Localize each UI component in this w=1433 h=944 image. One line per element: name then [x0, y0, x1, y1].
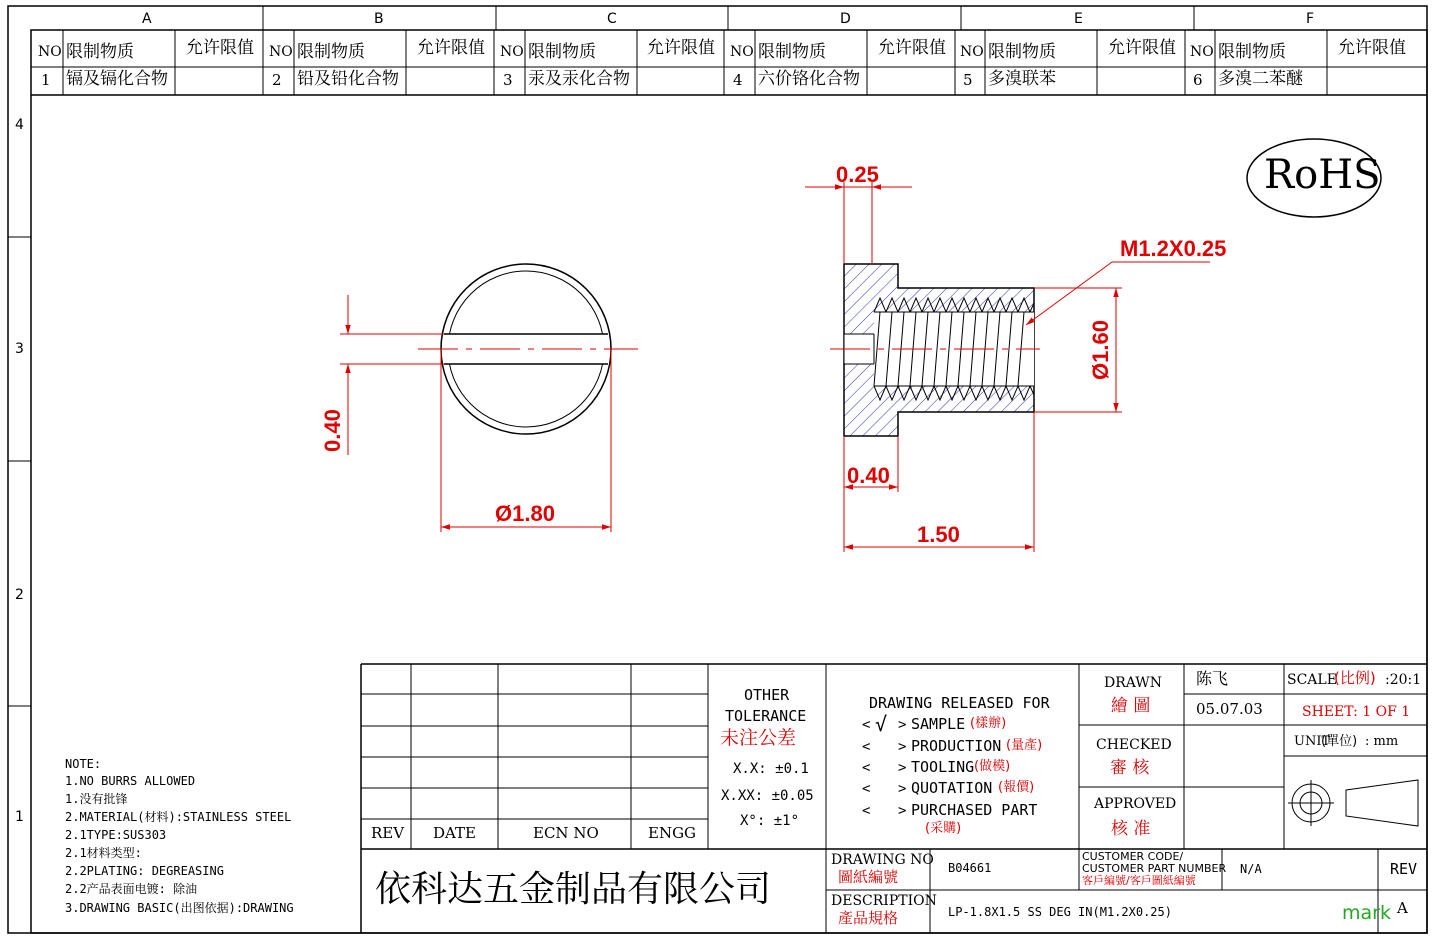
item-name: 多溴二苯醚 — [1218, 69, 1303, 89]
outer-frame — [8, 6, 1427, 933]
front-view — [418, 264, 638, 434]
hdr-substance: 限制物质 — [758, 42, 826, 62]
note-line: 2.2产品表面电镀: 除油 — [65, 882, 198, 896]
hdr-substance: 限制物质 — [297, 42, 365, 62]
release-title: DRAWING RELEASED FOR — [869, 694, 1050, 712]
release-bracket-close-icon: > — [898, 739, 907, 755]
note-line: 2.1材料类型: — [65, 846, 142, 860]
item-no: 1 — [41, 71, 51, 89]
dim-slot — [340, 295, 444, 455]
scale-value: :20:1 — [1385, 672, 1422, 688]
release-bracket-open-icon: < — [862, 803, 871, 819]
date-header: DATE — [433, 824, 476, 842]
item-name: 镉及镉化合物 — [66, 69, 168, 89]
zone-row-1: 1 — [15, 809, 24, 825]
note-line: NOTE: — [65, 757, 102, 771]
release-bracket-close-icon: > — [898, 717, 907, 733]
item-no: 2 — [272, 71, 282, 89]
release-purchased-cn: (采購) — [925, 821, 962, 836]
drawn-date: 05.07.03 — [1196, 700, 1263, 718]
release-purchased: PURCHASED PART — [911, 801, 1038, 819]
release-tooling-cn: (做模) — [974, 759, 1011, 774]
release-bracket-open-icon: < — [862, 739, 871, 755]
item-no: 4 — [733, 71, 743, 89]
drawn-label: DRAWN — [1104, 675, 1162, 691]
customer-label-cn: 客戶編號/客戶圖紙編號 — [1082, 874, 1196, 887]
dim-head-thick-label: 0.25 — [836, 162, 879, 187]
approved-label-cn: 核 准 — [1111, 819, 1151, 839]
hdr-substance: 限制物质 — [528, 42, 596, 62]
engg-header: ENGG — [648, 824, 697, 842]
sheet-info: SHEET: 1 OF 1 — [1302, 704, 1411, 720]
release-bracket-open-icon: < — [862, 781, 871, 797]
zone-row-3: 3 — [15, 341, 24, 357]
hdr-substance: 限制物质 — [66, 42, 134, 62]
hdr-no: NO — [500, 44, 524, 60]
release-sample: SAMPLE — [911, 715, 966, 733]
side-view — [830, 264, 1040, 436]
hdr-substance: 限制物质 — [1218, 42, 1286, 62]
dim-head-len — [844, 436, 898, 552]
note-line: 2.1TYPE:SUS303 — [65, 828, 167, 842]
scale-label: SCALE — [1287, 672, 1337, 688]
release-bracket-open-icon: < — [862, 717, 871, 733]
release-quotation: QUOTATION — [911, 779, 993, 797]
unit-label-cn: (單位) — [1321, 734, 1358, 749]
tolerance-title-cn: 未注公差 — [720, 727, 797, 749]
rohs-mark: RoHS — [1264, 152, 1381, 198]
release-bracket-close-icon: > — [898, 781, 907, 797]
release-quotation-cn: (報價) — [998, 780, 1035, 795]
dim-thread-dia-label: Ø1.60 — [1088, 320, 1113, 380]
zone-row-2: 2 — [15, 587, 24, 603]
hdr-no: NO — [960, 44, 984, 60]
item-name: 铅及铅化合物 — [297, 69, 399, 89]
item-name: 汞及汞化合物 — [528, 69, 630, 89]
zone-col-e: E — [1074, 11, 1083, 27]
hdr-limit: 允许限值 — [1108, 38, 1176, 58]
hdr-no: NO — [269, 44, 293, 60]
zone-col-f: F — [1306, 11, 1315, 27]
release-bracket-open-icon: < — [862, 760, 871, 776]
hdr-limit: 允许限值 — [878, 38, 946, 58]
tolerance-title-2: TOLERANCE — [725, 707, 807, 725]
hdr-limit: 允许限值 — [186, 38, 254, 58]
tolerance-deg: X°: ±1° — [740, 813, 800, 829]
note-line: 1.NO BURRS ALLOWED — [65, 774, 196, 788]
item-no: 6 — [1193, 71, 1203, 89]
release-production: PRODUCTION — [911, 737, 1002, 755]
hdr-limit: 允许限值 — [647, 38, 715, 58]
checked-label-cn: 審 核 — [1110, 758, 1150, 778]
tolerance-xx: X.X: ±0.1 — [733, 761, 809, 777]
watermark: mark — [1342, 902, 1391, 924]
dim-total-len-label: 1.50 — [917, 522, 960, 547]
zone-row-4: 4 — [15, 117, 24, 133]
rev-box-value: A — [1397, 899, 1408, 917]
customer-value: N/A — [1240, 862, 1262, 876]
tolerance-title-1: OTHER — [744, 686, 790, 704]
dim-thread-leader — [1026, 262, 1210, 325]
description-label: DESCRIPTION — [831, 893, 937, 909]
approved-label: APPROVED — [1094, 796, 1177, 812]
dim-head-dia-label: Ø1.80 — [495, 501, 555, 526]
description-label-cn: 產品規格 — [838, 909, 899, 927]
dim-thread-label: M1.2X0.25 — [1120, 236, 1227, 261]
release-tooling: TOOLING — [911, 758, 975, 776]
drawing-no-label-cn: 圖紙編號 — [838, 868, 899, 886]
note-line: 2.2PLATING: DEGREASING — [65, 864, 224, 878]
unit-label: UNIT — [1294, 734, 1331, 749]
description-value: LP-1.8X1.5 SS DEG IN(M1.2X0.25) — [948, 905, 1172, 919]
drawn-by: 陈飞 — [1196, 669, 1229, 688]
rev-header: REV — [371, 824, 405, 842]
release-bracket-close-icon: > — [898, 803, 907, 819]
hdr-limit: 允许限值 — [1338, 38, 1406, 58]
company-name: 依科达五金制品有限公司 — [375, 869, 772, 910]
item-name: 六价铬化合物 — [758, 69, 860, 89]
ecn-header: ECN NO — [533, 824, 599, 842]
drawing-no-value: B04661 — [948, 861, 992, 875]
dim-head-thick — [805, 182, 912, 264]
hdr-limit: 允许限值 — [417, 38, 485, 58]
projection-symbol — [1288, 780, 1418, 826]
customer-label-1: CUSTOMER CODE/ — [1082, 850, 1184, 863]
release-bracket-close-icon: > — [898, 760, 907, 776]
unit-value: : mm — [1365, 734, 1399, 749]
item-name: 多溴联苯 — [988, 69, 1056, 89]
tolerance-xxx: X.XX: ±0.05 — [721, 788, 814, 804]
release-sample-cn: (樣辦) — [970, 716, 1007, 731]
checked-label: CHECKED — [1096, 737, 1172, 753]
note-line: 1.没有批锋 — [65, 792, 128, 806]
zone-col-c: C — [607, 11, 617, 27]
dim-slot-label: 0.40 — [320, 409, 345, 452]
zone-col-a: A — [142, 11, 152, 27]
zone-col-d: D — [840, 11, 851, 27]
zone-col-b: B — [374, 11, 384, 27]
hdr-no: NO — [730, 44, 754, 60]
hdr-no: NO — [1190, 44, 1214, 60]
dim-head-len-label: 0.40 — [847, 463, 890, 488]
customer-label-2: CUSTOMER PART NUMBER — [1082, 862, 1227, 875]
rev-box-label: REV — [1390, 860, 1418, 878]
hdr-substance: 限制物质 — [988, 42, 1056, 62]
note-line: 3.DRAWING BASIC(出图依据):DRAWING — [65, 901, 294, 915]
scale-label-cn: (比例) — [1334, 669, 1376, 687]
checkmark-icon[interactable]: √ — [875, 712, 888, 736]
hdr-no: NO — [38, 44, 62, 60]
item-no: 3 — [503, 71, 513, 89]
drawn-label-cn: 繪 圖 — [1111, 696, 1151, 716]
release-production-cn: (量產) — [1006, 738, 1043, 753]
item-no: 5 — [963, 71, 973, 89]
note-line: 2.MATERIAL(材料):STAINLESS STEEL — [65, 810, 292, 824]
drawing-no-label: DRAWING NO — [831, 852, 934, 868]
